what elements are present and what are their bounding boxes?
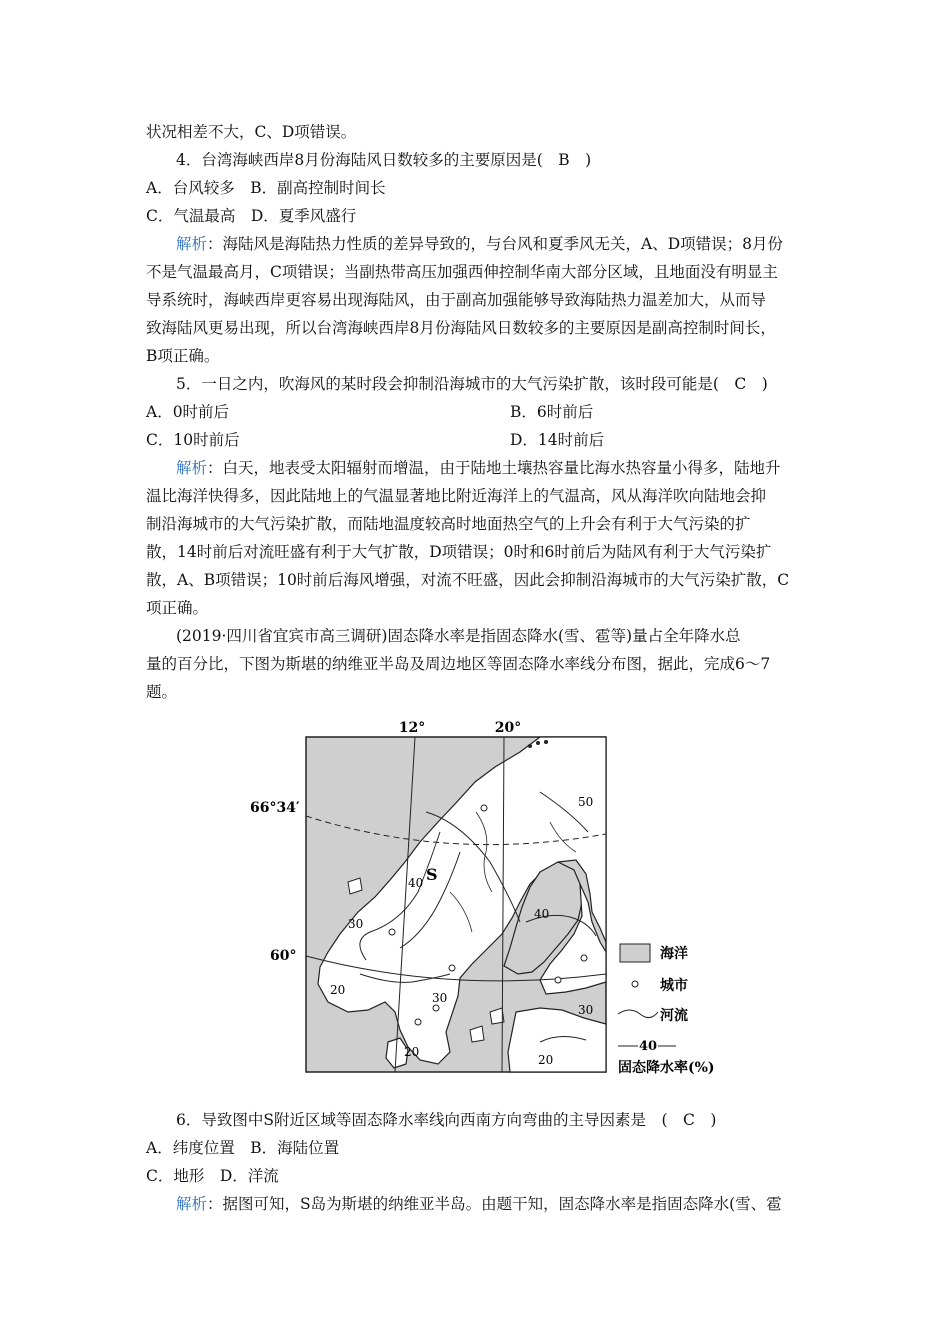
question-5: 5．一日之内，吹海风的某时段会抑制沿海城市的大气污染扩散，该时段可能是( C ) <box>176 375 768 393</box>
explanation-5-line: 散，14时前后对流旺盛有利于大气扩散，D项错误；0时和6时前后为陆风有利于大气污染扩 <box>146 543 772 561</box>
city-marker <box>544 740 548 744</box>
explanation-4-line: 不是气温最高月，C项错误；当副热带高压加强西伸控制华南大部分区域，且地面没有明显主 <box>146 263 778 281</box>
explanation-4-line: B项正确。 <box>146 347 220 365</box>
city-marker <box>481 805 487 811</box>
explanation-6-line: 解析：据图可知，S岛为斯堪的纳维亚半岛。由题干知，固态降水率是指固态降水(雪、雹 <box>176 1195 782 1213</box>
label-s: S <box>426 865 438 884</box>
question-6-options-cd: C．地形 D．洋流 <box>146 1167 279 1185</box>
intro-line: 量的百分比，下图为斯堪的纳维亚半岛及周边地区等固态降水率线分布图，据此，完成6～7 <box>146 655 771 673</box>
explanation-4-line: 致海陆风更易出现，所以台湾海峡西岸8月份海陆风日数较多的主要原因是副高控制时间长， <box>146 319 776 337</box>
city-marker <box>536 741 540 745</box>
question-4-options-ab: A．台风较多 B．副高控制时间长 <box>146 179 386 197</box>
legend-iso-label: 固态降水率(%) <box>618 1060 715 1076</box>
legend-sea-label: 海洋 <box>660 946 688 962</box>
question-4-options-cd: C．气温最高 D．夏季风盛行 <box>146 207 357 225</box>
explanation-4-line: 导系统时，海峡西岸更容易出现海陆风，由于副高加强能够导致海陆热力温差加大，从而导 <box>146 291 767 309</box>
lon-label-20: 20° <box>494 720 522 736</box>
city-marker <box>528 744 532 748</box>
explanation-label: 解析 <box>176 1195 208 1213</box>
city-marker <box>449 965 455 971</box>
question-6: 6．导致图中S附近区域等固态降水率线向西南方向弯曲的主导因素是 ( C ) <box>176 1111 717 1129</box>
question-4: 4．台湾海峡西岸8月份海陆风日数较多的主要原因是( B ) <box>176 151 592 169</box>
explanation-label: 解析 <box>176 235 208 253</box>
explanation-5-line: 项正确。 <box>146 599 209 617</box>
iso-label: 30 <box>578 1003 594 1017</box>
iso-label: 20 <box>330 983 346 997</box>
iso-label: 20 <box>404 1045 420 1059</box>
explanation-5-line: 解析：白天，地表受太阳辐射而增温，由于陆地土壤热容量比海水热容量小得多，陆地升 <box>176 459 781 477</box>
isoline-map <box>240 712 740 1082</box>
explanation-5-line: 制沿海城市的大气污染扩散，而陆地温度较高时地面热空气的上升会有利于大气污染的扩 <box>146 515 751 533</box>
legend-river-label: 河流 <box>660 1008 688 1024</box>
legend-iso-value: 40 <box>638 1039 658 1054</box>
legend-sea-swatch <box>620 944 650 962</box>
question-6-options-ab: A．纬度位置 B．海陆位置 <box>146 1139 340 1157</box>
legend-city-swatch <box>632 981 638 987</box>
question-5-option-d: D．14时前后 <box>510 431 605 449</box>
city-marker <box>389 929 395 935</box>
city-marker <box>581 955 587 961</box>
iso-label: 40 <box>534 907 550 921</box>
question-5-option-a: A．0时前后 <box>146 403 230 421</box>
explanation-5-line: 温比海洋快得多，因此陆地上的气温显著地比附近海洋上的气温高，风从海洋吹向陆地会抑 <box>146 487 767 505</box>
legend-river-swatch <box>618 1010 658 1018</box>
city-marker <box>415 1019 421 1025</box>
iso-label: 30 <box>348 917 364 931</box>
city-marker <box>433 1005 439 1011</box>
iso-label: 50 <box>578 795 594 809</box>
iso-label: 30 <box>432 991 448 1005</box>
lat-label-60: 60° <box>270 948 297 964</box>
text-line: 状况相差不大，C、D项错误。 <box>146 123 357 141</box>
iso-label: 20 <box>538 1053 554 1067</box>
city-marker <box>555 977 561 983</box>
legend-city-label: 城市 <box>660 978 688 994</box>
explanation-label: 解析 <box>176 459 208 477</box>
lon-label-12: 12° <box>398 720 426 736</box>
lat-label-6634: 66°34′ <box>250 800 300 816</box>
question-5-option-b: B．6时前后 <box>510 403 594 421</box>
question-5-option-c: C．10时前后 <box>146 431 240 449</box>
intro-line: (2019·四川省宜宾市高三调研)固态降水率是指固态降水(雪、雹等)量占全年降水总 <box>176 627 741 645</box>
explanation-4-line: 解析：海陆风是海陆热力性质的差异导致的，与台风和夏季风无关，A、D项错误；8月份 <box>176 235 784 253</box>
iso-label: 40 <box>408 876 424 890</box>
intro-line: 题。 <box>146 683 178 701</box>
explanation-5-line: 散，A、B项错误；10时前后海风增强，对流不旺盛，因此会抑制沿海城市的大气污染扩散，C <box>146 571 790 589</box>
